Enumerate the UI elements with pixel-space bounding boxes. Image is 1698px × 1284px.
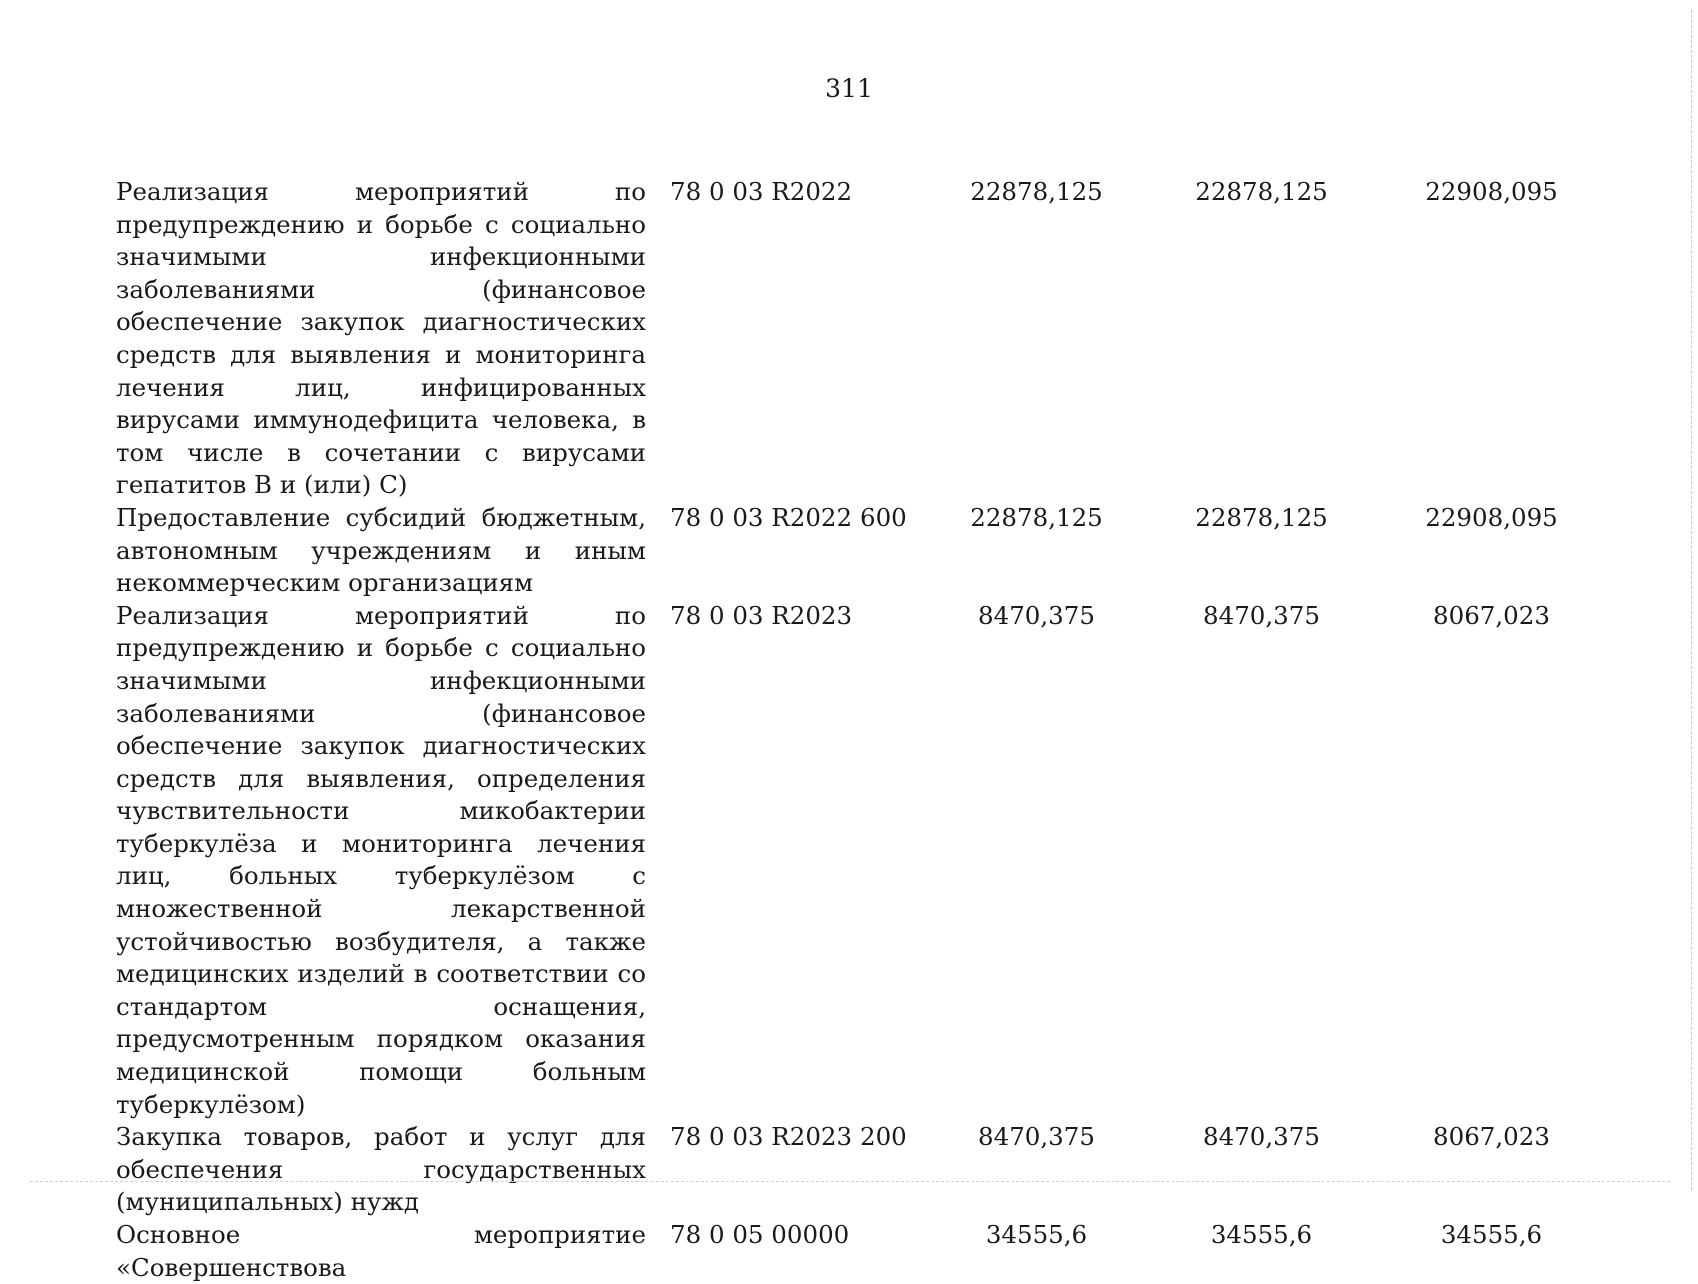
row-amount-3: 8067,023 (1433, 600, 1550, 630)
scan-edge-line (1690, 10, 1692, 1190)
row-amount-2: 22878,125 (1195, 177, 1328, 206)
table-row (116, 1219, 1609, 1284)
row-amount-1: 34555,6 (985, 1220, 1088, 1249)
row-expense-type: 600 (860, 502, 907, 532)
row-expense-type (860, 176, 924, 502)
row-name: Реализация мероприятий по предупреждению и борьбе с социально значимыми инфекционными заболеваниями (финансовое обеспечение закупок диагностических средств для выявления и мониторинга лечения лиц, инфицированных вирусами иммунодефицита человека, в том числе в сочетании с вирусами гепатитов B и (или) C) (116, 177, 646, 500)
row-amount-3: 34555,6 (1440, 1220, 1543, 1249)
row-amount-2: 22878,125 (1195, 502, 1328, 532)
scan-bottom-line (30, 1180, 1670, 1182)
row-amount-1: 22878,125 (970, 177, 1103, 206)
row-amount-3: 22908,095 (1425, 502, 1558, 532)
table-row (116, 1121, 1609, 1219)
row-name: Реализация мероприятий по предупреждению и борьбе с социально значимыми инфекционными заболеваниями (финансовое обеспечение закупок диагностических средств для выявления, определения чувствительности микобактерии туберкулёза и мониторинга лечения лиц, больных туберкулёзом с множественной лекарственной устойчивостью возбудителя, а также медицинских изделий в соответствии со стандартом оснащения, предусмотренным порядком оказания медицинской помощи больным туберкулёзом) (116, 600, 646, 1119)
row-amount-2: 34555,6 (1210, 1220, 1313, 1249)
table-row (116, 176, 1609, 502)
row-expense-type (860, 600, 924, 1122)
page-number: 311 (825, 74, 873, 103)
row-amount-1: 8470,375 (978, 600, 1095, 630)
row-amount-3: 8067,023 (1433, 1122, 1550, 1152)
row-code: 78 0 05 00000 (670, 1220, 850, 1249)
table-row (116, 600, 1609, 1122)
row-code: 78 0 03 R2023 (670, 1122, 853, 1152)
row-amount-3: 22908,095 (1425, 177, 1558, 206)
row-name: Предоставление субсидий бюджетным, автономным учреждениям и иным некоммерческим организациям (116, 502, 646, 598)
row-code: 78 0 03 R2022 (670, 177, 853, 206)
row-code: 78 0 03 R2022 (670, 502, 853, 532)
row-amount-1: 22878,125 (970, 502, 1103, 532)
row-amount-2: 8470,375 (1203, 1122, 1320, 1152)
row-code: 78 0 03 R2023 (670, 600, 853, 630)
row-name: Основное мероприятие «Совершенствова (116, 1220, 646, 1282)
row-expense-type: 200 (860, 1122, 907, 1152)
row-amount-2: 8470,375 (1203, 600, 1320, 630)
row-expense-type (860, 1219, 924, 1284)
table-row (116, 502, 1609, 600)
row-amount-1: 8470,375 (978, 1122, 1095, 1152)
row-name: Закупка товаров, работ и услуг для обеспечения государственных (муниципальных) нужд (116, 1122, 646, 1217)
budget-table (116, 176, 1609, 1284)
